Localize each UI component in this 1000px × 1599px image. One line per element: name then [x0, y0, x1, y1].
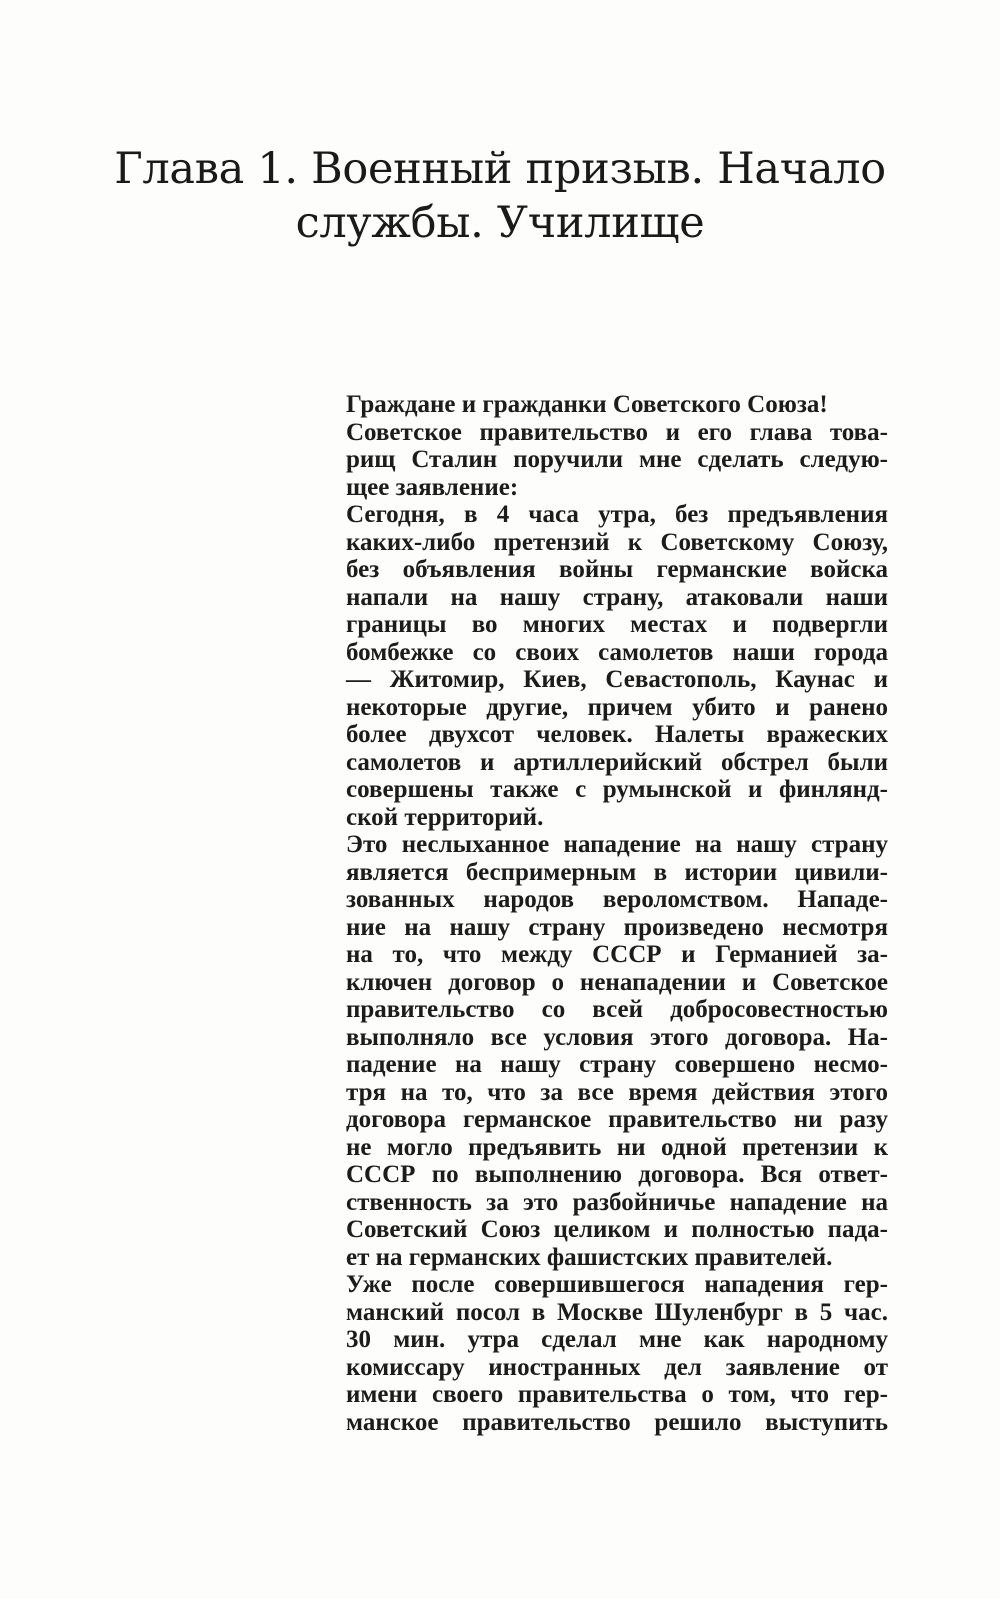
- text-line: без объявления войны германские войска: [346, 556, 888, 583]
- text-line: не могло предъявить ни одной претензии к: [346, 1133, 888, 1161]
- text-line: договора германское правительство ни разу: [346, 1106, 888, 1133]
- epigraph-paragraph: [346, 419, 888, 502]
- text-line: падение на нашу страну совершено несмо-: [346, 1051, 888, 1078]
- text-line: СССР по выполнению договора. Вся ответ-: [346, 1161, 888, 1188]
- epigraph-paragraph: [346, 391, 888, 419]
- text-line: каких-либо претензий к Советскому Союзу,: [346, 528, 888, 556]
- epigraph-paragraph: [346, 831, 888, 1271]
- text-line: ской территорий.: [346, 803, 544, 831]
- text-line: имени своего правительства о том, что гер-: [346, 1381, 888, 1408]
- text-line: зованных народов вероломством. Нападе-: [346, 886, 888, 913]
- text-line: напали на нашу страну, атаковали наши: [346, 583, 888, 611]
- text-line: Сегодня, в 4 часа утра, без предъявления: [346, 501, 888, 528]
- text-line: является беспримерным в истории цивили-: [346, 858, 888, 886]
- text-line: 30 мин. утра сделал мне как народному: [346, 1326, 888, 1353]
- text-line: на то, что между СССР и Германией за-: [346, 941, 888, 968]
- text-line: совершены также с румынской и финлянд-: [346, 776, 888, 803]
- text-line: ние на нашу страну произведено несмотря: [346, 913, 888, 941]
- text-line: тря на то, что за все время действия этого: [346, 1078, 888, 1106]
- epigraph-paragraph: [346, 1271, 888, 1436]
- text-line: комиссару иностранных дел заявление от: [346, 1353, 888, 1381]
- text-line: правительство со всей добросовестностью: [346, 996, 888, 1023]
- text-line: Советское правительство и его глава това-: [346, 418, 888, 446]
- text-line: выполняло все условия этого договора. На-: [346, 1023, 888, 1051]
- text-line: Уже после совершившегося нападения гер-: [346, 1271, 888, 1298]
- chapter-title-line: службы. Училище: [295, 198, 705, 248]
- text-line: Граждане и гражданки Советского Союза!: [346, 391, 828, 418]
- text-line: — Житомир, Киев, Севастополь, Каунас и: [346, 666, 888, 693]
- text-line: ет на германских фашистских правителей.: [346, 1243, 833, 1271]
- text-line: бомбежке со своих самолетов наши города: [346, 638, 888, 666]
- chapter-title-line: Глава 1. Военный призыв. Начало: [114, 144, 886, 194]
- text-line: Это неслыханное нападение на нашу страну: [346, 831, 888, 858]
- text-line: ственность за это разбойничье нападение на: [346, 1188, 888, 1216]
- text-line: самолетов и артиллерийский обстрел были: [346, 748, 888, 776]
- text-line: более двухсот человек. Налеты вражеских: [346, 721, 888, 748]
- epigraph-block: [346, 391, 888, 1436]
- text-line: манское правительство решило выступить: [346, 1408, 888, 1436]
- epigraph-paragraph: [346, 501, 888, 831]
- text-line: Советский Союз целиком и полностью пада-: [346, 1216, 888, 1243]
- text-line: манский посол в Москве Шуленбург в 5 час.: [346, 1298, 888, 1326]
- text-line: ключен договор о ненападении и Советское: [346, 968, 888, 996]
- text-line: границы во многих местах и подвергли: [346, 611, 888, 638]
- text-line: щее заявление:: [346, 473, 519, 501]
- text-line: рищ Сталин поручили мне сделать следую-: [346, 446, 888, 473]
- chapter-title: [100, 142, 900, 250]
- text-line: некоторые другие, причем убито и ранено: [346, 693, 888, 721]
